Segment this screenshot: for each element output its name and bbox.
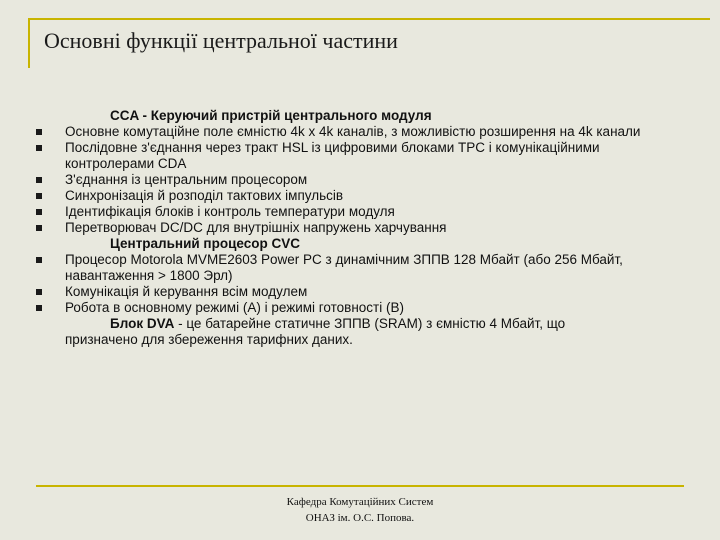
dva-paragraph [36,316,686,348]
list-item [36,172,686,188]
square-bullet-icon [36,225,42,231]
square-bullet-icon [36,289,42,295]
square-bullet-icon [36,305,42,311]
list-item-text: Ідентифікація блоків і контроль температури модуля [65,204,395,219]
list-item-text: Основне комутаційне поле ємністю 4k x 4k каналів, з можливістю розширення на 4k канали [65,124,641,139]
page-title: Основні функції центральної частини [44,28,398,53]
footer-divider [36,485,684,487]
square-bullet-icon [36,129,42,135]
list-item [36,220,686,236]
square-bullet-icon [36,193,42,199]
list-item [36,284,686,300]
list-item-text: З'єднання із центральним процесором [65,172,308,187]
square-bullet-icon [36,145,42,151]
dva-text-line1: - це батарейне статичне ЗППВ (SRAM) з ємністю 4 Мбайт, що [174,316,566,331]
list-item [36,188,686,204]
list-item-text: Синхронізація й розподіл тактових імпульсів [65,188,344,203]
list-item [36,124,686,140]
square-bullet-icon [36,177,42,183]
list-item-text: Комунікація й керування всім модулем [65,284,308,299]
dva-text-line2: призначено для збереження тарифних даних. [65,332,353,347]
list-item [36,300,686,316]
list-item-text: Перетворювач DC/DC для внутрішніх напружень харчування [65,220,447,235]
list-item-text: Послідовне з'єднання через тракт HSL із цифровими блоками TPC і комунікаційними контролерами CDA [65,140,600,171]
footer [230,494,490,526]
list-item [36,204,686,220]
cca-heading: CCA - Керуючий пристрій центрального модуля [110,108,432,123]
list-item-text: Процесор Motorola MVME2603 Power PC з динамічним ЗППВ 128 Мбайт (або 256 Мбайт, навантаження > 1800 Эрл) [65,252,623,283]
list-item [36,252,686,284]
footer-institution: ОНАЗ ім. О.С. Попова. [305,512,415,524]
list-item-text: Робота в основному режимі (A) і режимі готовності (B) [65,300,404,315]
square-bullet-icon [36,257,42,263]
slide-content [36,108,686,348]
dva-label: Блок DVA [110,316,175,331]
list-item [36,140,686,172]
square-bullet-icon [36,209,42,215]
footer-department: Кафедра Комутаційних Систем [286,496,434,508]
cvc-heading: Центральний процесор CVC [110,236,300,251]
